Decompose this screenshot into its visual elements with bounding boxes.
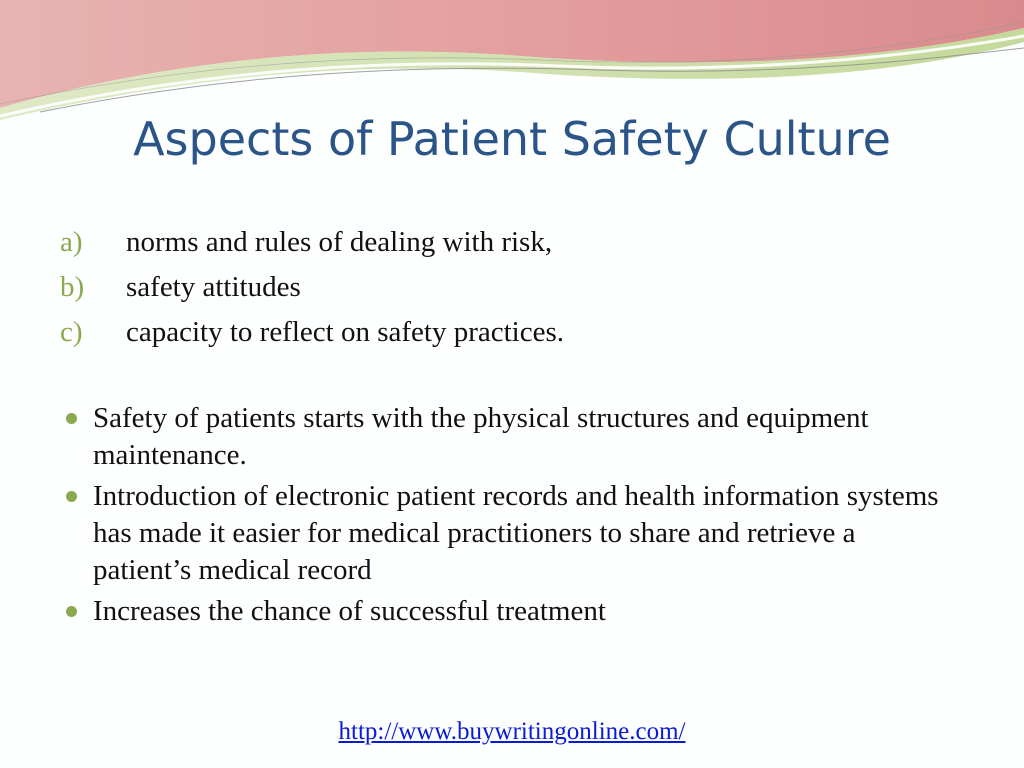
bullet-list xyxy=(60,400,960,634)
enumerated-text: capacity to reflect on safety practices. xyxy=(126,316,564,348)
bullet-item xyxy=(60,478,960,589)
enumerated-item xyxy=(60,220,960,265)
enumerated-item xyxy=(60,310,960,355)
bullet-text: Introduction of electronic patient records and health information systems has made it easier for medical practitioners to share and retrieve a patient’s medical record xyxy=(93,480,939,586)
enumerated-item xyxy=(60,265,960,310)
enumerated-text: norms and rules of dealing with risk, xyxy=(126,226,553,258)
enumerated-list xyxy=(60,220,960,355)
bullet-text: Safety of patients starts with the physical structures and equipment maintenance. xyxy=(93,402,869,471)
bullet-text: Increases the chance of successful treatment xyxy=(93,595,606,627)
bullet-dot-icon xyxy=(66,491,77,502)
footer xyxy=(0,718,1024,746)
enumerated-text: safety attitudes xyxy=(126,271,301,303)
enumerated-marker: a) xyxy=(60,226,83,258)
decorative-wave-header xyxy=(0,0,1024,130)
slide-title: Aspects of Patient Safety Culture xyxy=(133,112,891,166)
enumerated-marker: c) xyxy=(60,316,83,348)
bullet-item xyxy=(60,400,960,474)
bullet-dot-icon xyxy=(66,606,77,617)
enumerated-marker: b) xyxy=(60,271,85,303)
footer-link[interactable]: http://www.buywritingonline.com/ xyxy=(338,718,686,745)
bullet-item xyxy=(60,593,960,630)
bullet-dot-icon xyxy=(66,413,77,424)
